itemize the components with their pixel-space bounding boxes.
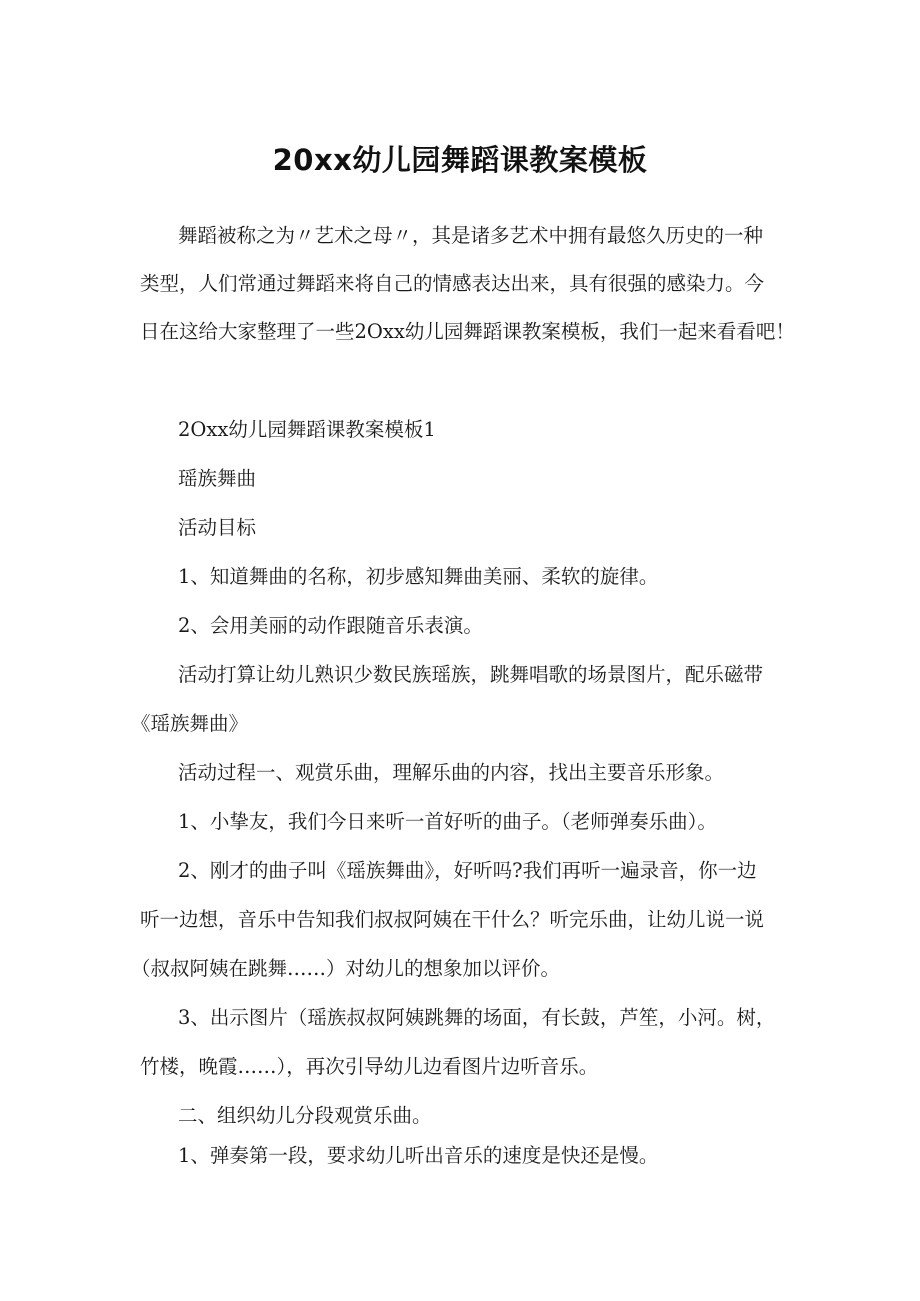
section-heading: 2Oxx幼儿园舞蹈课教案模板1 <box>178 418 436 441</box>
intro-line-3: 日在这给大家整理了一些2Oxx幼儿园舞蹈课教案模板，我们一起来看看吧！ <box>140 320 795 343</box>
process-heading: 活动过程一、观赏乐曲，理解乐曲的内容，找出主要音乐形象。 <box>178 761 725 784</box>
prep-line-2: 《瑶族舞曲》 <box>131 712 249 735</box>
goal-heading: 活动目标 <box>178 516 257 539</box>
step-2-line-3: （叔叔阿姨在跳舞……）对幼儿的想象加以评价。 <box>131 957 561 980</box>
step-3-line-1: 3、出示图片（瑶族叔叔阿姨跳舞的场面，有长鼓，芦笙，小河。树， <box>178 1006 776 1029</box>
song-title: 瑶族舞曲 <box>178 467 257 490</box>
step-1: 1、小挚友，我们今日来听一首好听的曲子。（老师弹奏乐曲）。 <box>178 810 717 833</box>
part-2-step-1: 1、弹奏第一段，要求幼儿听出音乐的速度是快还是慢。 <box>178 1144 659 1167</box>
step-2-line-2: 听一边想，音乐中告知我们叔叔阿姨在干什么？听完乐曲，让幼儿说一说 <box>140 908 765 931</box>
goal-item: 1、知道舞曲的名称，初步感知舞曲美丽、柔软的旋律。 <box>178 565 659 588</box>
part-2-heading: 二、组织幼儿分段观赏乐曲。 <box>178 1104 432 1127</box>
goal-item: 2、会用美丽的动作跟随音乐表演。 <box>178 614 483 637</box>
intro-line-1: 舞蹈被称之为〃艺术之母〃，其是诸多艺术中拥有最悠久历史的一种 <box>178 224 764 247</box>
step-2-line-1: 2、刚才的曲子叫《瑶族舞曲》，好听吗?我们再听一遍录音，你一边 <box>178 859 757 882</box>
document-title: 20xx幼儿园舞蹈课教案模板 <box>272 143 648 177</box>
intro-line-2: 类型，人们常通过舞蹈来将自己的情感表达出来，具有很强的感染力。今 <box>140 272 765 295</box>
prep-line-1: 活动打算让幼儿熟识少数民族瑶族，跳舞唱歌的场景图片，配乐磁带 <box>178 663 764 686</box>
step-3-line-2: 竹楼，晚霞……），再次引导幼儿边看图片边听音乐。 <box>140 1055 599 1078</box>
